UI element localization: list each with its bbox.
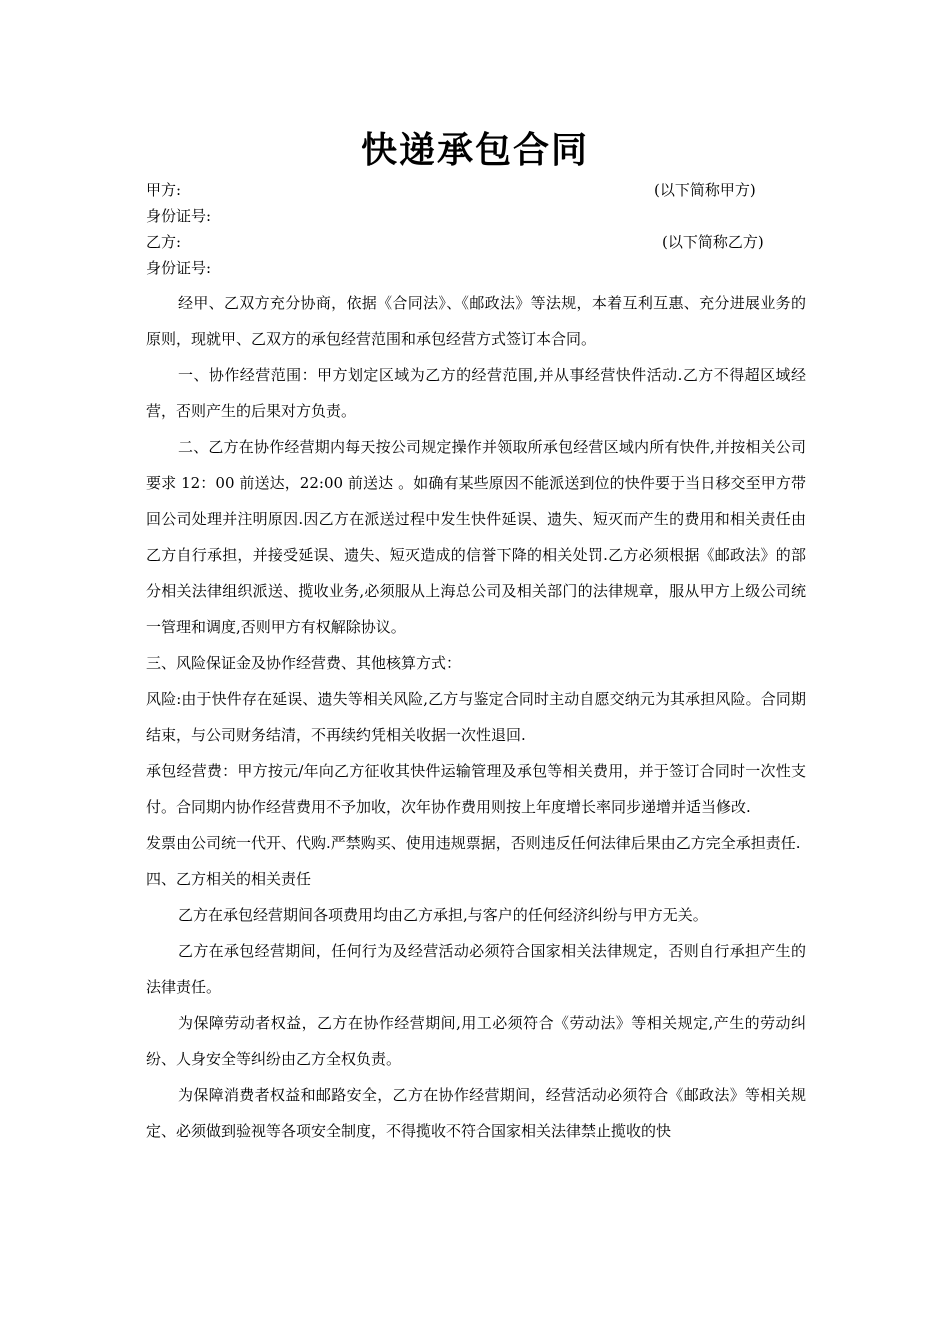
page-title: 快递承包合同 bbox=[360, 130, 589, 171]
party-b-id-row bbox=[146, 255, 806, 281]
paragraph-contract-fee: 承包经营费：甲方按元/年向乙方征收其快件运输管理及承包等相关费用，并于签订合同时一次性支付。合同期内协作经营费用不予加收，次年协作费用则按上年度增长率同步递增并适当修改. bbox=[146, 762, 806, 816]
paragraph-legal: 乙方在承包经营期间，任何行为及经营活动必须符合国家相关法律规定，否则自行承担产生的法律责任。 bbox=[146, 942, 806, 996]
party-a-suffix: (以下简称甲方) bbox=[654, 181, 756, 199]
party-a-row bbox=[146, 177, 806, 203]
paragraph-risk: 风险:由于快件存在延误、遗失等相关风险,乙方与鉴定合同时主动自愿交纳元为其承担风险。合同期结束，与公司财务结清，不再续约凭相关收据一次性退回. bbox=[146, 690, 806, 744]
party-b-row bbox=[146, 229, 806, 255]
party-b-id-label: 身份证号: bbox=[146, 259, 212, 277]
section-heading-responsibility: 四、乙方相关的相关责任 bbox=[146, 870, 312, 888]
paragraph-scope: 一、协作经营范围：甲方划定区域为乙方的经营范围,并从事经营快件活动.乙方不得超区域经营，否则产生的后果对方负责。 bbox=[146, 366, 806, 420]
party-a-id-label: 身份证号: bbox=[146, 207, 212, 225]
paragraph-labor: 为保障劳动者权益，乙方在协作经营期间,用工必须符合《劳动法》等相关规定,产生的劳动纠纷、人身安全等纠纷由乙方全权负责。 bbox=[146, 1014, 806, 1068]
party-b-suffix: (以下简称乙方) bbox=[662, 233, 764, 251]
party-a-label: 甲方: bbox=[146, 181, 182, 199]
document-body bbox=[146, 177, 806, 1149]
paragraph-delivery: 二、乙方在协作经营期内每天按公司规定操作并领取所承包经营区域内所有快件,并按相关公司要求 12：00 前送达，22:00 前送达 。如确有某些原因不能派送到位的快件要于当日移交至甲方带回公司处理并注明原因.因乙方在派送过程中发生快件延误、遗失、短灭而产生的费用和相关责任由乙方自行承担，并接受延误、遗失、短灭造成的信誉下降的相关处罚.乙方必须根据《邮政法》的部分相关法律组织派送、揽收业务,必须服从上海总公司及相关部门的法律规章，服从甲方上级公司统一管理和调度,否则甲方有权解除协议。 bbox=[146, 438, 806, 636]
section-heading-fees: 三、风险保证金及协作经营费、其他核算方式： bbox=[146, 654, 462, 672]
party-b-label: 乙方: bbox=[146, 233, 182, 251]
paragraph-consumer: 为保障消费者权益和邮路安全，乙方在协作经营期间，经营活动必须符合《邮政法》等相关规定、必须做到验视等各项安全制度，不得揽收不符合国家相关法律禁止揽收的快 bbox=[146, 1086, 806, 1140]
paragraph-invoice: 发票由公司统一代开、代购.严禁购买、使用违规票据，否则违反任何法律后果由乙方完全承担责任. bbox=[146, 834, 801, 852]
paragraph-costs: 乙方在承包经营期间各项费用均由乙方承担,与客户的任何经济纠纷与甲方无关。 bbox=[178, 906, 708, 924]
paragraph-intro: 经甲、乙双方充分协商，依据《合同法》、《邮政法》等法规，本着互利互惠、充分进展业务的原则，现就甲、乙双方的承包经营范围和承包经营方式签订本合同。 bbox=[146, 294, 806, 348]
party-a-id-row bbox=[146, 203, 806, 229]
